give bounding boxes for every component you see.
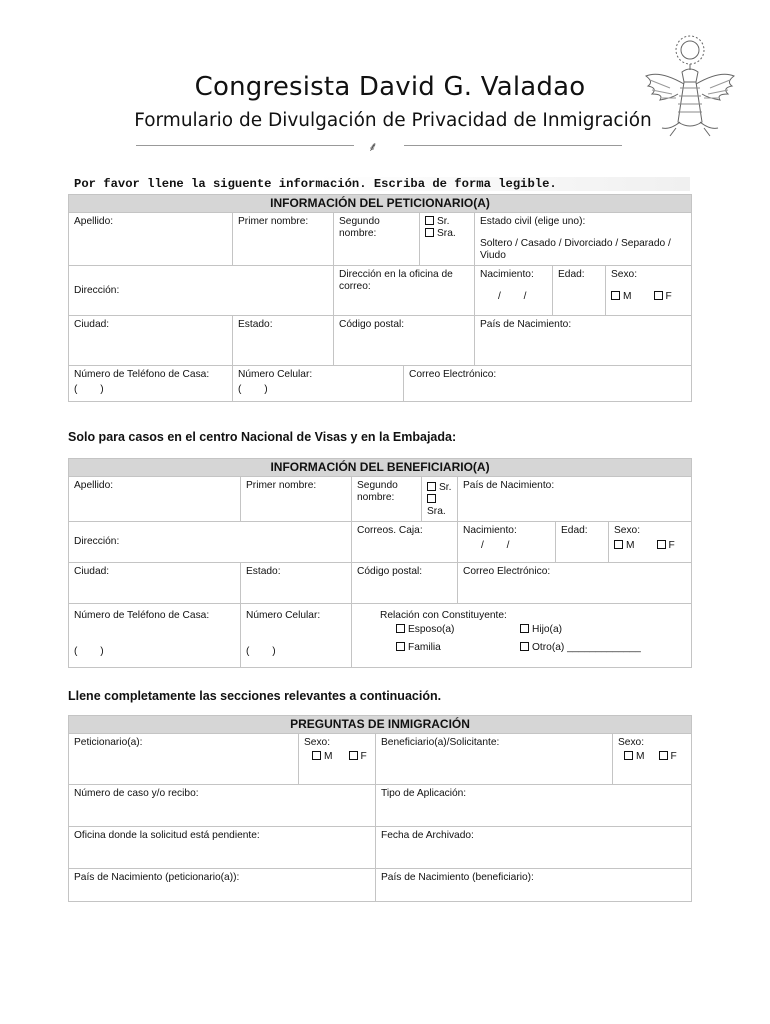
imm-oficina-field[interactable]: Oficina donde la solicitud está pendiente: <box>69 827 376 869</box>
pet-estado-civil-options: Soltero / Casado / Divorciado / Separado / Viudo <box>480 238 671 261</box>
ben-esposo-checkbox[interactable]: Esposo(a) <box>396 624 520 636</box>
ben-relacion-label: Relación con Constituyente: <box>380 610 507 621</box>
pet-correo-field[interactable]: Correo Electrónico: <box>404 366 692 402</box>
ben-nacimiento-slashes: / / <box>481 540 510 551</box>
ben-tel-casa-paren: ( ) <box>74 646 104 657</box>
imm-pet-sexo-m-checkbox[interactable]: M <box>312 751 333 762</box>
pet-tel-celular-label: Número Celular: <box>238 369 313 380</box>
immigration-table <box>68 715 692 902</box>
ben-sra-checkbox[interactable]: Sra. <box>427 494 452 518</box>
ben-direccion-field[interactable]: Dirección: <box>69 522 352 563</box>
ben-tel-celular-label: Número Celular: <box>246 610 321 621</box>
beneficiary-title: INFORMACIÓN DEL BENEFICIARIO(A) <box>69 459 692 477</box>
immigration-title: PREGUNTAS DE INMIGRACIÓN <box>69 716 692 734</box>
divider-left <box>136 145 354 146</box>
ornament-icon: ⸙ <box>368 140 378 155</box>
pet-segundo-nombre-field[interactable]: Segundo nombre: <box>334 213 420 266</box>
ben-tel-casa-label: Número de Teléfono de Casa: <box>74 610 210 621</box>
pet-primer-nombre-field[interactable]: Primer nombre: <box>233 213 334 266</box>
ben-codigo-postal-field[interactable]: Código postal: <box>352 563 458 604</box>
pet-sexo-label: Sexo: <box>611 269 638 280</box>
pet-direccion-field[interactable]: Dirección: <box>69 266 334 316</box>
imm-pet-sexo-label: Sexo: <box>304 737 331 748</box>
pet-nacimiento-slashes: / / <box>498 291 527 302</box>
divider-right <box>404 145 622 146</box>
pet-sr-checkbox[interactable]: Sr. <box>425 216 469 228</box>
page-title: Congresista David G. Valadao <box>194 72 586 102</box>
pet-sexo-m-checkbox[interactable]: M <box>611 291 632 302</box>
pet-tel-casa-label: Número de Teléfono de Casa: <box>74 369 210 380</box>
imm-ben-sexo-m-checkbox[interactable]: M <box>624 751 645 762</box>
pet-apellido-field[interactable]: Apellido: <box>69 213 233 266</box>
pet-tel-celular-field[interactable] <box>233 366 404 402</box>
imm-ben-sexo-field <box>613 734 692 785</box>
ben-correos-caja-field[interactable]: Correos. Caja: <box>352 522 458 563</box>
ben-title-options <box>422 477 458 522</box>
pet-direccion-oficina-field[interactable]: Dirección en la oficina de correo: <box>334 266 475 316</box>
imm-pais-beneficiario-field[interactable]: País de Nacimiento (beneficiario): <box>376 869 692 902</box>
ben-hijo-checkbox[interactable]: Hijo(a) <box>520 624 562 635</box>
imm-ben-sexo-label: Sexo: <box>618 737 645 748</box>
pet-sexo-field <box>606 266 692 316</box>
ben-correo-field[interactable]: Correo Electrónico: <box>458 563 692 604</box>
pet-tel-celular-paren: ( ) <box>238 384 268 395</box>
ben-ciudad-field[interactable]: Ciudad: <box>69 563 241 604</box>
imm-tipo-aplicacion-field[interactable]: Tipo de Aplicación: <box>376 785 692 827</box>
petitioner-title: INFORMACIÓN DEL PETICIONARIO(A) <box>69 195 692 213</box>
imm-beneficiario-field[interactable]: Beneficiario(a)/Solicitante: <box>376 734 613 785</box>
ben-tel-casa-field[interactable] <box>69 604 241 668</box>
sections-note: Llene completamente las secciones relevantes a continuación. <box>68 689 442 703</box>
ben-sexo-f-checkbox[interactable]: F <box>657 540 675 551</box>
page-subtitle: Formulario de Divulgación de Privacidad de Inmigración <box>134 110 652 131</box>
visa-note: Solo para casos en el centro Nacional de Visas y en la Embajada: <box>68 430 457 444</box>
imm-peticionario-field[interactable]: Peticionario(a): <box>69 734 299 785</box>
imm-ben-sexo-f-checkbox[interactable]: F <box>659 751 677 762</box>
pet-estado-civil-label: Estado civil (elige uno): <box>480 216 586 227</box>
ben-tel-celular-field[interactable] <box>241 604 352 668</box>
petitioner-table <box>68 194 692 402</box>
imm-pet-sexo-field <box>299 734 376 785</box>
ben-relacion-field <box>352 604 692 668</box>
pet-codigo-postal-field[interactable]: Código postal: <box>334 316 475 366</box>
pet-ciudad-field[interactable]: Ciudad: <box>69 316 233 366</box>
imm-numero-caso-field[interactable]: Número de caso y/o recibo: <box>69 785 376 827</box>
ben-estado-field[interactable]: Estado: <box>241 563 352 604</box>
instructions: Por favor llene la siguente información. Escriba de forma legible. <box>68 177 690 191</box>
pet-nacimiento-field[interactable] <box>475 266 553 316</box>
pet-estado-civil-field[interactable] <box>475 213 692 266</box>
imm-fecha-archivado-field[interactable]: Fecha de Archivado: <box>376 827 692 869</box>
ben-pais-nacimiento-field[interactable]: País de Nacimiento: <box>458 477 692 522</box>
imm-pet-sexo-f-checkbox[interactable]: F <box>349 751 367 762</box>
ben-nacimiento-field[interactable] <box>458 522 556 563</box>
pet-tel-casa-field[interactable] <box>69 366 233 402</box>
pet-estado-field[interactable]: Estado: <box>233 316 334 366</box>
beneficiary-table <box>68 458 692 668</box>
pet-edad-field[interactable]: Edad: <box>553 266 606 316</box>
ben-nacimiento-label: Nacimiento: <box>463 525 517 536</box>
pet-pais-nacimiento-field[interactable]: País de Nacimiento: <box>475 316 692 366</box>
pet-tel-casa-paren: ( ) <box>74 384 104 395</box>
ben-familia-checkbox[interactable]: Familia <box>396 642 520 654</box>
ben-edad-field[interactable]: Edad: <box>556 522 609 563</box>
pet-sexo-f-checkbox[interactable]: F <box>654 291 672 302</box>
ben-primer-nombre-field[interactable]: Primer nombre: <box>241 477 352 522</box>
pet-sra-checkbox[interactable]: Sra. <box>425 228 469 240</box>
ben-apellido-field[interactable]: Apellido: <box>69 477 241 522</box>
ben-segundo-nombre-field[interactable]: Segundo nombre: <box>352 477 422 522</box>
ben-tel-celular-paren: ( ) <box>246 646 276 657</box>
ben-otro-checkbox[interactable]: Otro(a) _____________ <box>520 642 641 653</box>
ben-sr-checkbox[interactable]: Sr. <box>427 482 452 494</box>
ben-sexo-m-checkbox[interactable]: M <box>614 540 635 551</box>
pet-title-options <box>420 213 475 266</box>
ben-sexo-field <box>609 522 692 563</box>
ben-sexo-label: Sexo: <box>614 525 641 536</box>
imm-pais-peticionario-field[interactable]: País de Nacimiento (peticionario(a)): <box>69 869 376 902</box>
pet-nacimiento-label: Nacimiento: <box>480 269 534 280</box>
